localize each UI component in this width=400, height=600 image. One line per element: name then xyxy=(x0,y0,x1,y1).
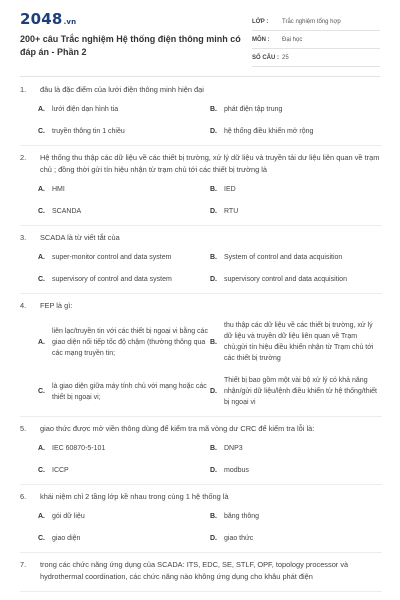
option-letter: A. xyxy=(38,106,45,113)
option-letter: C. xyxy=(38,276,45,283)
question-text: Hệ thống thu thập các dữ liệu về các thiết bị trường, xử lý dữ liệu và truyền tải dư liệu liên quan về trạm chủ ; đồng thời gửi tín hiệu nhận từ trạm chủ tới các thiết bị trường là xyxy=(40,153,380,174)
question-number: 3. xyxy=(20,233,27,242)
answer-option[interactable] xyxy=(38,465,210,476)
question-number: 5. xyxy=(20,424,27,433)
question-item xyxy=(20,226,382,294)
option-letter: C. xyxy=(38,535,45,542)
question-item xyxy=(20,485,382,553)
option-text: RTU xyxy=(224,208,239,215)
question-item xyxy=(20,417,382,485)
question-text: đâu là đặc điểm của lưới điện thông minh hiện đại xyxy=(40,85,204,94)
question-header xyxy=(20,423,382,435)
option-letter: D. xyxy=(210,388,217,395)
option-text: lưới điện dạn hình tia xyxy=(52,106,119,113)
question-text: khái niệm chỉ 2 tầng lớp kề nhau trong cùng 1 hệ thống là xyxy=(40,492,229,501)
option-text: hệ thống điều khiển mở rộng xyxy=(224,128,314,135)
option-letter: B. xyxy=(210,186,217,193)
option-letter: C. xyxy=(38,388,45,395)
answer-options xyxy=(20,511,382,544)
answer-option[interactable] xyxy=(210,533,382,544)
meta-value: Đại học xyxy=(282,36,303,43)
question-number: 6. xyxy=(20,492,27,501)
option-letter: A. xyxy=(38,338,45,346)
option-text: giao thức xyxy=(224,535,254,542)
question-number: 1. xyxy=(20,85,27,94)
question-header xyxy=(20,491,382,503)
option-text: liên lạc/truyền tin với các thiết bị ngoại vi bằng các giao diện nối tiếp tốc độ chậm (thường thông qua các mạng truyền tin; xyxy=(52,327,208,357)
question-header xyxy=(20,232,382,244)
answer-option[interactable] xyxy=(38,320,210,364)
answer-option[interactable] xyxy=(210,126,382,137)
meta-info xyxy=(252,13,380,67)
option-letter: D. xyxy=(210,276,217,283)
answer-option[interactable] xyxy=(38,274,210,285)
answer-option[interactable] xyxy=(210,184,382,195)
question-number: 4. xyxy=(20,301,27,310)
site-logo[interactable] xyxy=(20,10,76,28)
document-title: 200+ câu Trắc nghiệm Hệ thống điện thông minh có đáp án - Phần 2 xyxy=(20,34,241,57)
meta-value: 25 xyxy=(282,54,289,61)
option-text: SCANDA xyxy=(52,208,82,215)
question-list xyxy=(0,78,400,592)
option-text: System of control and data acquisition xyxy=(224,254,343,261)
option-text: supervisory of control and data system xyxy=(52,276,172,283)
answer-option[interactable] xyxy=(38,206,210,217)
option-text: IED xyxy=(224,186,236,193)
option-letter: A. xyxy=(38,513,45,520)
option-text: super-monitor control and data system xyxy=(52,254,172,261)
answer-option[interactable] xyxy=(38,533,210,544)
option-letter: D. xyxy=(210,535,217,542)
option-letter: A. xyxy=(38,445,45,452)
answer-option[interactable] xyxy=(38,375,210,408)
meta-row xyxy=(252,13,380,31)
answer-option[interactable] xyxy=(38,104,210,115)
answer-options xyxy=(20,184,382,217)
answer-option[interactable] xyxy=(38,252,210,263)
document-header xyxy=(0,0,400,68)
option-text: truyền thông tin 1 chiều xyxy=(52,128,125,135)
answer-option[interactable] xyxy=(210,320,382,364)
logo-suffix: .vn xyxy=(63,18,77,26)
option-letter: C. xyxy=(38,128,45,135)
meta-key: LỚP : xyxy=(252,18,269,25)
option-text: giao diện xyxy=(52,535,81,542)
answer-option[interactable] xyxy=(210,252,382,263)
answer-option[interactable] xyxy=(210,443,382,454)
question-number: 7. xyxy=(20,560,27,569)
option-letter: B. xyxy=(210,254,217,261)
header-divider xyxy=(20,76,380,77)
answer-option[interactable] xyxy=(210,104,382,115)
option-letter: A. xyxy=(38,254,45,261)
option-letter: B. xyxy=(210,338,217,346)
option-text: HMI xyxy=(52,186,65,193)
answer-option[interactable] xyxy=(210,206,382,217)
option-letter: B. xyxy=(210,513,217,520)
answer-options xyxy=(20,443,382,476)
question-header xyxy=(20,84,382,96)
option-letter: C. xyxy=(38,467,45,474)
option-text: supervisory control and data acquisition xyxy=(224,276,347,283)
answer-option[interactable] xyxy=(210,511,382,522)
option-text: Thiết bị bao gồm một vài bộ xử lý có khả năng nhận/gửi dữ liệu/lệnh điều khiển từ hệ thống/thiết bị ngoại vi xyxy=(224,377,377,406)
meta-row xyxy=(252,49,380,67)
question-item xyxy=(20,146,382,226)
option-letter: C. xyxy=(38,208,45,215)
question-item xyxy=(20,294,382,417)
answer-option[interactable] xyxy=(38,443,210,454)
question-item xyxy=(20,553,382,592)
meta-key: MÔN : xyxy=(252,36,270,43)
meta-row xyxy=(252,31,380,49)
option-text: thu thập các dữ liệu về các thiết bị trường, xử lý dữ liệu và truyền dữ liệu liên quan về Trạm chủ;gửi tín hiệu điều khiển nhận từ Trạm chủ tới các thiết bị trường xyxy=(224,322,374,362)
answer-options xyxy=(20,104,382,137)
option-letter: D. xyxy=(210,208,217,215)
question-number: 2. xyxy=(20,153,27,162)
option-letter: B. xyxy=(210,445,217,452)
question-item xyxy=(20,78,382,146)
answer-options xyxy=(20,252,382,285)
question-header xyxy=(20,152,382,176)
question-text: trong các chức năng ứng dụng của SCADA: ITS, EDC, SE, STLF, OPF, topology processor và hydrothermal coordination, các chức năng nào không ứng dụng cho khâu phát điện xyxy=(40,560,349,581)
option-letter: D. xyxy=(210,467,217,474)
question-header xyxy=(20,300,382,312)
answer-option[interactable] xyxy=(210,465,382,476)
option-text: băng thông xyxy=(224,513,260,520)
meta-value: Trắc nghiệm tổng hợp xyxy=(282,18,341,25)
option-letter: D. xyxy=(210,128,217,135)
option-text: gói dữ liệu xyxy=(52,513,85,520)
answer-options xyxy=(20,320,382,408)
answer-option[interactable] xyxy=(38,126,210,137)
option-text: IEC 60870-5-101 xyxy=(52,445,106,452)
option-letter: A. xyxy=(38,186,45,193)
answer-option[interactable] xyxy=(38,184,210,195)
option-text: modbus xyxy=(224,467,249,474)
option-text: phát điện tập trung xyxy=(224,106,283,113)
answer-option[interactable] xyxy=(210,375,382,408)
answer-option[interactable] xyxy=(38,511,210,522)
option-text: DNP3 xyxy=(224,445,243,452)
question-text: giao thức được mở viền thông dùng để kiểm tra mã vòng dư CRC để kiểm tra lỗi là: xyxy=(40,424,315,433)
answer-option[interactable] xyxy=(210,274,382,285)
logo-text: 2048 xyxy=(20,10,63,28)
option-text: ICCP xyxy=(52,467,69,474)
option-text: là giao diện giữa máy tính chủ với mạng hoặc các thiết bị ngoại vi; xyxy=(52,382,207,401)
question-text: FEP là gì: xyxy=(40,301,73,310)
question-header xyxy=(20,559,382,583)
meta-key: SỐ CÂU : xyxy=(252,54,279,61)
question-text: SCADA là từ viết tắt của xyxy=(40,233,120,242)
option-letter: B. xyxy=(210,106,217,113)
